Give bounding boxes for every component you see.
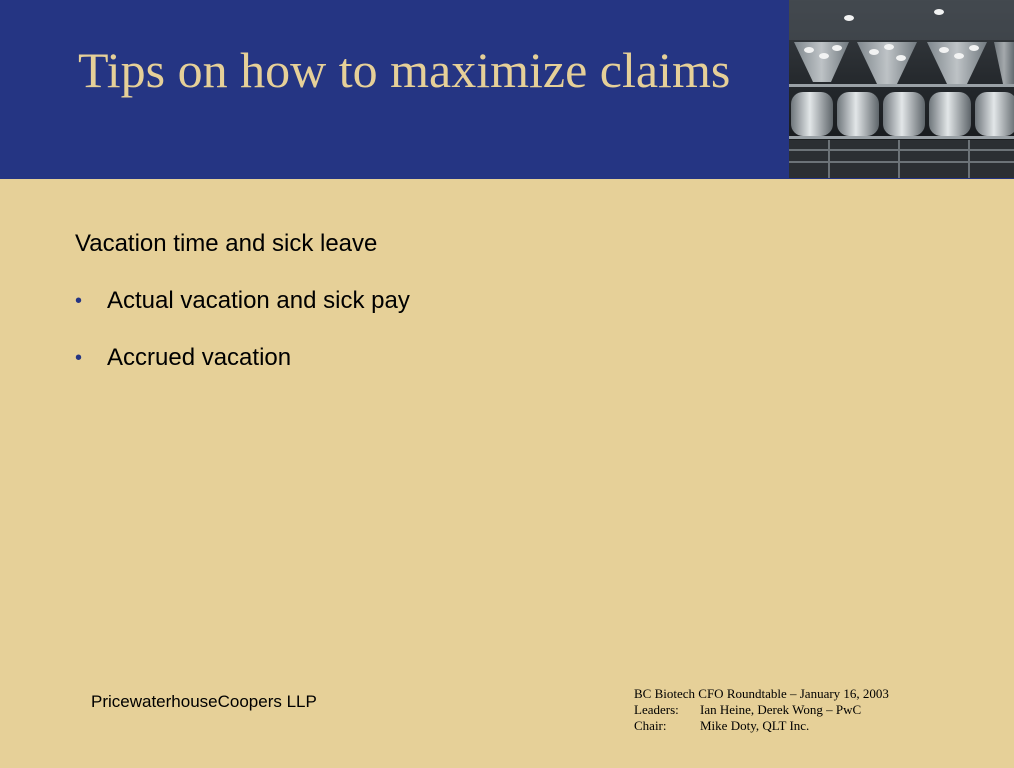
chair-value: Mike Doty, QLT Inc.	[700, 718, 810, 733]
pill-machine-photo	[789, 0, 1014, 178]
company-name: PricewaterhouseCoopers LLP	[91, 692, 317, 711]
slide-body	[75, 230, 410, 400]
leaders-row	[634, 702, 889, 718]
bullet-item	[75, 344, 410, 373]
bullet-text: Accrued vacation	[107, 343, 292, 371]
chair-label: Chair:	[634, 718, 667, 733]
chair-row	[634, 718, 889, 734]
bullet-dot: •	[75, 346, 83, 369]
bullet-text: Actual vacation and sick pay	[107, 286, 410, 314]
section-heading: Vacation time and sick leave	[75, 230, 378, 257]
event-title: BC Biotech CFO Roundtable – January 16, 2003	[634, 686, 889, 701]
leaders-value: Ian Heine, Derek Wong – PwC	[700, 702, 862, 717]
bullet-item	[75, 287, 410, 316]
slide-title: Tips on how to maximize claims	[78, 42, 731, 98]
event-info	[634, 686, 889, 734]
leaders-label: Leaders:	[634, 702, 679, 717]
bullet-dot: •	[75, 289, 83, 312]
